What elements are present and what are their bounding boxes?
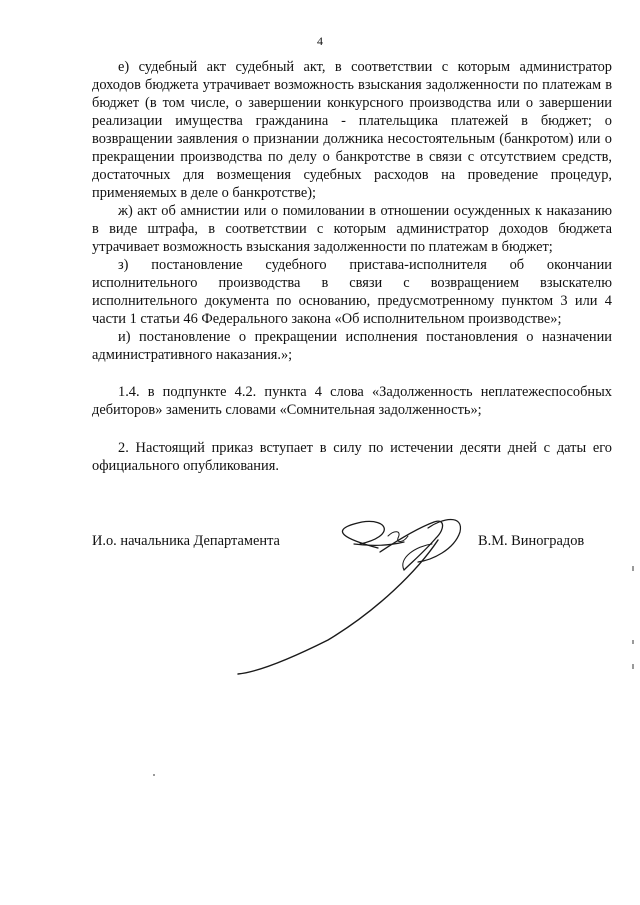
page-number: 4: [317, 34, 323, 48]
paragraph-z: з) постановление судебного пристава-исполнителя об окончании исполнительного производства в связи с возвращением взыскателю исполнительного документа по основанию, предусмотренному пунктом 3 или 4 части 1 статьи 46 Федерального закона «Об исполнительном производстве»;: [92, 257, 612, 327]
paragraph-zh: ж) акт об амнистии или о помиловании в отношении осужденных к наказанию в виде штрафа, в соответствии с которым администратор доходов бюджета утрачивает возможность взыскания задолженности по платежам в бюджет;: [92, 203, 612, 255]
paragraph-1-4: 1.4. в подпункте 4.2. пункта 4 слова «Задолженность неплатежеспособных дебиторов» заменить словами «Сомнительная задолженность»;: [92, 384, 612, 418]
paragraph-i: и) постановление о прекращении исполнения постановления о назначении административного наказания.»;: [92, 329, 612, 363]
document-body: [92, 58, 612, 475]
scan-mark: [632, 640, 634, 644]
scan-mark: [632, 664, 634, 669]
scan-mark: [632, 566, 634, 571]
handwritten-signature: [228, 500, 488, 675]
signer-position: И.о. начальника Департамента: [92, 533, 280, 549]
scan-mark: [153, 774, 155, 776]
signer-name: В.М. Виноградов: [478, 533, 585, 549]
paragraph-e: е) судебный акт судебный акт, в соответствии с которым администратор доходов бюджета утрачивает возможность взыскания задолженности по платежам в бюджет (в том числе, о завершении конкурсного производства или о завершении реализации имущества гражданина - плательщика платежей в бюджет; о возвращении заявления о признании должника несостоятельным (банкротом) или о прекращении производства по делу о банкротстве в связи с отсутствием средств, достаточных для возмещения судебных расходов на проведение процедур, применяемых в деле о банкротстве);: [92, 59, 612, 201]
paragraph-2: 2. Настоящий приказ вступает в силу по истечении десяти дней с даты его официального опубликования.: [92, 440, 612, 474]
